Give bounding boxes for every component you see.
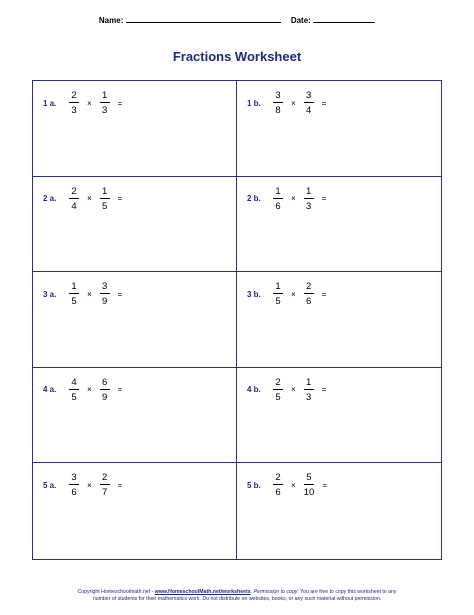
problem-cell xyxy=(33,272,237,368)
fraction xyxy=(67,90,81,116)
equals-sign: = xyxy=(117,194,123,204)
denominator: 5 xyxy=(275,296,281,308)
denominator: 8 xyxy=(275,105,281,116)
problem-cell xyxy=(33,368,237,464)
denominator: 4 xyxy=(71,200,77,212)
problem-cell xyxy=(237,463,441,559)
fraction xyxy=(98,186,112,212)
footer-line-1: Copyright Homeschoolmath.net - www.HomeschoolMath.net/worksheets. Permission to copy: You are free to copy this worksheet to any xyxy=(77,589,397,595)
numerator: 2 xyxy=(273,377,283,390)
numerator: 1 xyxy=(69,281,79,294)
problem-cell xyxy=(237,81,441,177)
problem-label: 2 b. xyxy=(247,194,261,204)
multiply-sign: × xyxy=(291,194,296,204)
denominator: 6 xyxy=(275,200,281,212)
problem-cell xyxy=(237,272,441,368)
problem-label: 4 a. xyxy=(43,385,57,395)
fraction xyxy=(302,377,316,403)
fraction xyxy=(271,377,285,403)
denominator: 10 xyxy=(303,487,315,499)
numerator: 1 xyxy=(304,377,314,390)
numerator: 6 xyxy=(100,377,110,390)
date-label: Date: xyxy=(290,16,311,25)
denominator: 5 xyxy=(275,391,281,403)
multiply-sign: × xyxy=(87,98,92,108)
equals-sign: = xyxy=(117,480,123,490)
problem xyxy=(43,472,122,498)
numerator: 2 xyxy=(100,472,110,485)
denominator: 3 xyxy=(306,391,312,403)
fraction xyxy=(302,90,316,116)
equals-sign: = xyxy=(321,98,327,108)
footer-line-2: number of students for their mathematics work. Do not distribute on websites, books, or any such material without permission. xyxy=(92,596,382,602)
equals-sign: = xyxy=(321,194,327,204)
problem-grid xyxy=(32,80,442,560)
numerator: 2 xyxy=(273,472,283,485)
multiply-sign: × xyxy=(87,385,92,395)
multiply-sign: × xyxy=(291,289,296,299)
fraction xyxy=(271,281,285,307)
name-line xyxy=(126,15,281,23)
problem-cell xyxy=(237,368,441,464)
name-label: Name: xyxy=(98,16,124,25)
denominator: 3 xyxy=(71,105,77,116)
numerator: 5 xyxy=(304,472,314,485)
problem xyxy=(43,186,122,212)
fraction xyxy=(67,377,81,403)
numerator: 2 xyxy=(69,90,79,103)
denominator: 5 xyxy=(71,296,77,308)
numerator: 1 xyxy=(273,281,283,294)
numerator: 2 xyxy=(69,186,79,199)
numerator: 1 xyxy=(304,186,314,199)
fraction xyxy=(67,281,81,307)
fraction xyxy=(302,472,317,498)
problem-label: 1 a. xyxy=(43,98,57,108)
fraction xyxy=(271,472,285,498)
denominator: 9 xyxy=(102,296,108,308)
problem-label: 3 a. xyxy=(43,289,57,299)
problem-cell xyxy=(237,177,441,273)
equals-sign: = xyxy=(117,385,123,395)
problem xyxy=(43,90,122,116)
problem xyxy=(247,90,326,116)
fraction xyxy=(302,186,316,212)
numerator: 1 xyxy=(100,90,110,103)
denominator: 3 xyxy=(306,200,312,212)
permission-text: You are free to copy this worksheet to any xyxy=(298,589,397,595)
denominator: 7 xyxy=(102,487,108,499)
multiply-sign: × xyxy=(291,385,296,395)
equals-sign: = xyxy=(117,98,123,108)
multiply-sign: × xyxy=(291,480,296,490)
copyright-text: Copyright Homeschoolmath.net - xyxy=(77,589,155,595)
multiply-sign: × xyxy=(87,194,92,204)
problem-label: 2 a. xyxy=(43,194,57,204)
fraction xyxy=(98,281,112,307)
fraction xyxy=(271,90,285,116)
problem-cell xyxy=(33,81,237,177)
problem-cell xyxy=(33,177,237,273)
problem-label: 4 b. xyxy=(247,385,261,395)
numerator: 3 xyxy=(69,472,79,485)
equals-sign: = xyxy=(117,289,123,299)
multiply-sign: × xyxy=(87,480,92,490)
fraction xyxy=(271,186,285,212)
problem-label: 3 b. xyxy=(247,289,261,299)
equals-sign: = xyxy=(321,289,327,299)
denominator: 6 xyxy=(275,487,281,499)
problem xyxy=(247,377,326,403)
denominator: 4 xyxy=(306,105,312,116)
header xyxy=(0,15,474,25)
fraction xyxy=(302,281,316,307)
fraction xyxy=(67,186,81,212)
problem xyxy=(247,281,326,307)
problem xyxy=(43,377,122,403)
numerator: 3 xyxy=(304,90,314,103)
multiply-sign: × xyxy=(87,289,92,299)
worksheet-title: Fractions Worksheet xyxy=(172,49,302,64)
numerator: 3 xyxy=(100,281,110,294)
permission-label: Permission to copy: xyxy=(253,589,299,595)
problem-cell xyxy=(33,463,237,559)
equals-sign: = xyxy=(321,385,327,395)
denominator: 5 xyxy=(71,391,77,403)
denominator: 9 xyxy=(102,391,108,403)
worksheets-link[interactable]: www.HomeschoolMath.net/worksheets xyxy=(154,589,251,595)
numerator: 4 xyxy=(69,377,79,390)
denominator: 3 xyxy=(102,105,108,116)
fraction xyxy=(98,90,112,116)
problem-label: 5 a. xyxy=(43,480,57,490)
problem xyxy=(247,186,326,212)
problem xyxy=(43,281,122,307)
numerator: 1 xyxy=(273,186,283,199)
denominator: 5 xyxy=(102,200,108,212)
denominator: 6 xyxy=(71,487,77,499)
fraction xyxy=(67,472,81,498)
denominator: 6 xyxy=(306,296,312,308)
numerator: 3 xyxy=(273,90,283,103)
date-line xyxy=(313,15,375,23)
multiply-sign: × xyxy=(291,98,296,108)
fraction xyxy=(98,472,112,498)
numerator: 1 xyxy=(100,186,110,199)
equals-sign: = xyxy=(322,480,327,490)
numerator: 2 xyxy=(304,281,314,294)
footer xyxy=(0,589,474,603)
problem-label: 5 b. xyxy=(247,480,261,490)
fraction xyxy=(98,377,112,403)
problem-label: 1 b. xyxy=(247,98,261,108)
problem xyxy=(247,472,327,498)
